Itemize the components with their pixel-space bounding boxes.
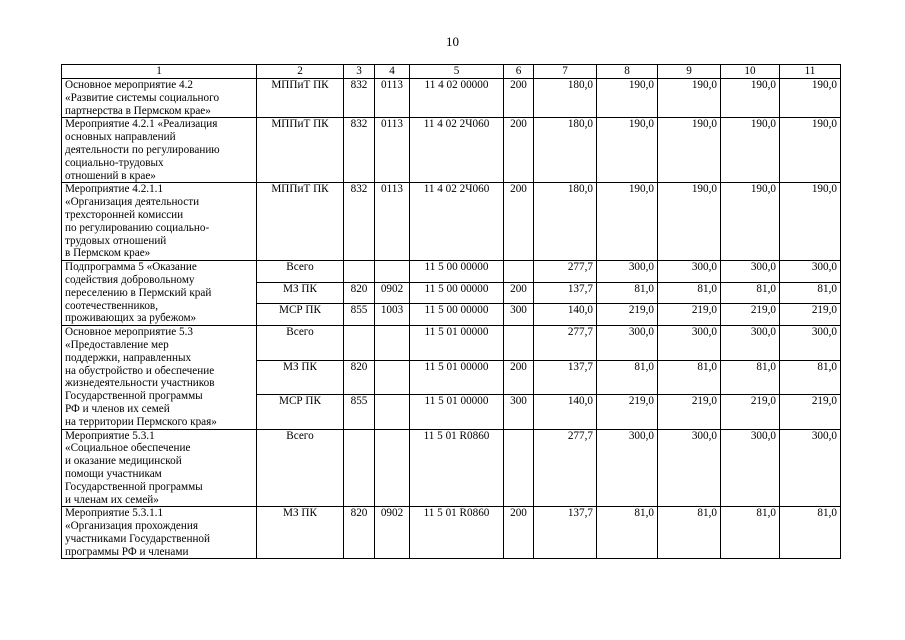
amount-cell: 300,0 (721, 326, 780, 360)
expense-type-cell: 300 (504, 395, 534, 429)
section-code-cell: 0902 (375, 282, 410, 304)
program-name-cell: Мероприятие 5.3.1.1 «Организация прохождения участниками Государственной программы РФ и членами (62, 507, 257, 559)
grbs-code-cell: 820 (344, 507, 375, 559)
amount-cell: 140,0 (534, 304, 597, 326)
expense-type-cell (504, 261, 534, 283)
amount-cell: 81,0 (597, 507, 658, 559)
table-row (62, 118, 841, 183)
section-code-cell (375, 395, 410, 429)
amount-cell: 300,0 (658, 261, 721, 283)
target-article-cell: 11 5 01 R0860 (410, 507, 504, 559)
column-header: 3 (344, 65, 375, 79)
table-row (62, 183, 841, 261)
grbs-code-cell (344, 429, 375, 507)
section-code-cell: 0113 (375, 79, 410, 118)
expense-type-cell: 200 (504, 282, 534, 304)
budget-table (61, 64, 841, 559)
table-header-row (62, 65, 841, 79)
amount-cell: 300,0 (780, 261, 841, 283)
executor-cell: МСР ПК (257, 304, 344, 326)
expense-type-cell: 200 (504, 79, 534, 118)
target-article-cell: 11 5 01 00000 (410, 326, 504, 360)
amount-cell: 219,0 (597, 395, 658, 429)
table-row (62, 429, 841, 507)
column-header: 5 (410, 65, 504, 79)
amount-cell: 190,0 (721, 118, 780, 183)
table-row (62, 261, 841, 283)
section-code-cell: 0113 (375, 118, 410, 183)
amount-cell: 81,0 (780, 282, 841, 304)
amount-cell: 190,0 (658, 183, 721, 261)
executor-cell: Всего (257, 326, 344, 360)
amount-cell: 300,0 (658, 326, 721, 360)
amount-cell: 190,0 (721, 183, 780, 261)
expense-type-cell: 200 (504, 360, 534, 394)
column-header: 11 (780, 65, 841, 79)
grbs-code-cell: 832 (344, 118, 375, 183)
executor-cell: МЗ ПК (257, 360, 344, 394)
executor-cell: МППиТ ПК (257, 79, 344, 118)
grbs-code-cell: 832 (344, 183, 375, 261)
grbs-code-cell: 820 (344, 282, 375, 304)
grbs-code-cell (344, 326, 375, 360)
amount-cell: 219,0 (780, 304, 841, 326)
amount-cell: 219,0 (721, 395, 780, 429)
section-code-cell (375, 429, 410, 507)
executor-cell: МЗ ПК (257, 282, 344, 304)
amount-cell: 81,0 (721, 282, 780, 304)
target-article-cell: 11 5 00 00000 (410, 282, 504, 304)
amount-cell: 137,7 (534, 282, 597, 304)
amount-cell: 81,0 (658, 282, 721, 304)
executor-cell: МППиТ ПК (257, 118, 344, 183)
amount-cell: 300,0 (597, 261, 658, 283)
amount-cell: 300,0 (721, 261, 780, 283)
amount-cell: 300,0 (597, 429, 658, 507)
expense-type-cell: 200 (504, 118, 534, 183)
table-row (62, 326, 841, 360)
executor-cell: МЗ ПК (257, 507, 344, 559)
target-article-cell: 11 5 01 00000 (410, 395, 504, 429)
program-name-cell: Основное мероприятие 5.3 «Предоставление мер поддержки, направленных на обустройство и обеспечение жизнедеятельности участников Государственной программы РФ и членов их семей на территории Пермского края» (62, 326, 257, 429)
amount-cell: 81,0 (658, 507, 721, 559)
program-name-cell: Основное мероприятие 4.2 «Развитие системы социального партнерства в Пермском крае» (62, 79, 257, 118)
amount-cell: 300,0 (658, 429, 721, 507)
amount-cell: 180,0 (534, 79, 597, 118)
grbs-code-cell (344, 261, 375, 283)
table-row (62, 79, 841, 118)
amount-cell: 219,0 (658, 395, 721, 429)
section-code-cell: 1003 (375, 304, 410, 326)
column-header: 2 (257, 65, 344, 79)
amount-cell: 190,0 (597, 183, 658, 261)
grbs-code-cell: 820 (344, 360, 375, 394)
amount-cell: 190,0 (780, 118, 841, 183)
target-article-cell: 11 4 02 2Ч060 (410, 183, 504, 261)
executor-cell: Всего (257, 261, 344, 283)
amount-cell: 300,0 (780, 429, 841, 507)
amount-cell: 219,0 (597, 304, 658, 326)
section-code-cell: 0113 (375, 183, 410, 261)
amount-cell: 219,0 (721, 304, 780, 326)
amount-cell: 277,7 (534, 429, 597, 507)
target-article-cell: 11 5 01 00000 (410, 360, 504, 394)
expense-type-cell (504, 326, 534, 360)
expense-type-cell: 200 (504, 507, 534, 559)
column-header: 7 (534, 65, 597, 79)
amount-cell: 190,0 (597, 118, 658, 183)
amount-cell: 277,7 (534, 326, 597, 360)
amount-cell: 277,7 (534, 261, 597, 283)
table-row (62, 507, 841, 559)
amount-cell: 190,0 (780, 183, 841, 261)
grbs-code-cell: 832 (344, 79, 375, 118)
amount-cell: 300,0 (597, 326, 658, 360)
amount-cell: 81,0 (721, 507, 780, 559)
program-name-cell: Мероприятие 4.2.1 «Реализация основных направлений деятельности по регулированию социально-трудовых отношений в крае» (62, 118, 257, 183)
column-header: 8 (597, 65, 658, 79)
amount-cell: 81,0 (597, 360, 658, 394)
amount-cell: 81,0 (721, 360, 780, 394)
amount-cell: 190,0 (721, 79, 780, 118)
column-header: 1 (62, 65, 257, 79)
expense-type-cell: 300 (504, 304, 534, 326)
program-name-cell: Мероприятие 4.2.1.1 «Организация деятельности трехсторонней комиссии по регулированию социально- трудовых отношений в Пермском крае» (62, 183, 257, 261)
amount-cell: 219,0 (658, 304, 721, 326)
amount-cell: 190,0 (780, 79, 841, 118)
grbs-code-cell: 855 (344, 304, 375, 326)
expense-type-cell (504, 429, 534, 507)
section-code-cell (375, 326, 410, 360)
executor-cell: МППиТ ПК (257, 183, 344, 261)
target-article-cell: 11 5 00 00000 (410, 261, 504, 283)
section-code-cell (375, 261, 410, 283)
amount-cell: 137,7 (534, 360, 597, 394)
executor-cell: МСР ПК (257, 395, 344, 429)
column-header: 9 (658, 65, 721, 79)
program-name-cell: Мероприятие 5.3.1 «Социальное обеспечение и оказание медицинской помощи участникам Государственной программы и членам их семей» (62, 429, 257, 507)
amount-cell: 190,0 (658, 118, 721, 183)
section-code-cell (375, 360, 410, 394)
target-article-cell: 11 4 02 2Ч060 (410, 118, 504, 183)
amount-cell: 180,0 (534, 183, 597, 261)
target-article-cell: 11 4 02 00000 (410, 79, 504, 118)
amount-cell: 219,0 (780, 395, 841, 429)
amount-cell: 140,0 (534, 395, 597, 429)
column-header: 10 (721, 65, 780, 79)
amount-cell: 81,0 (780, 360, 841, 394)
amount-cell: 190,0 (658, 79, 721, 118)
executor-cell: Всего (257, 429, 344, 507)
amount-cell: 180,0 (534, 118, 597, 183)
target-article-cell: 11 5 01 R0860 (410, 429, 504, 507)
page-number: 10 (446, 34, 459, 49)
amount-cell: 137,7 (534, 507, 597, 559)
program-name-cell: Подпрограмма 5 «Оказание содействия добровольному переселению в Пермский край соотечественников, проживающих за рубежом» (62, 261, 257, 326)
expense-type-cell: 200 (504, 183, 534, 261)
amount-cell: 81,0 (597, 282, 658, 304)
amount-cell: 300,0 (780, 326, 841, 360)
amount-cell: 81,0 (780, 507, 841, 559)
amount-cell: 300,0 (721, 429, 780, 507)
grbs-code-cell: 855 (344, 395, 375, 429)
column-header: 4 (375, 65, 410, 79)
amount-cell: 190,0 (597, 79, 658, 118)
section-code-cell: 0902 (375, 507, 410, 559)
target-article-cell: 11 5 00 00000 (410, 304, 504, 326)
amount-cell: 81,0 (658, 360, 721, 394)
column-header: 6 (504, 65, 534, 79)
